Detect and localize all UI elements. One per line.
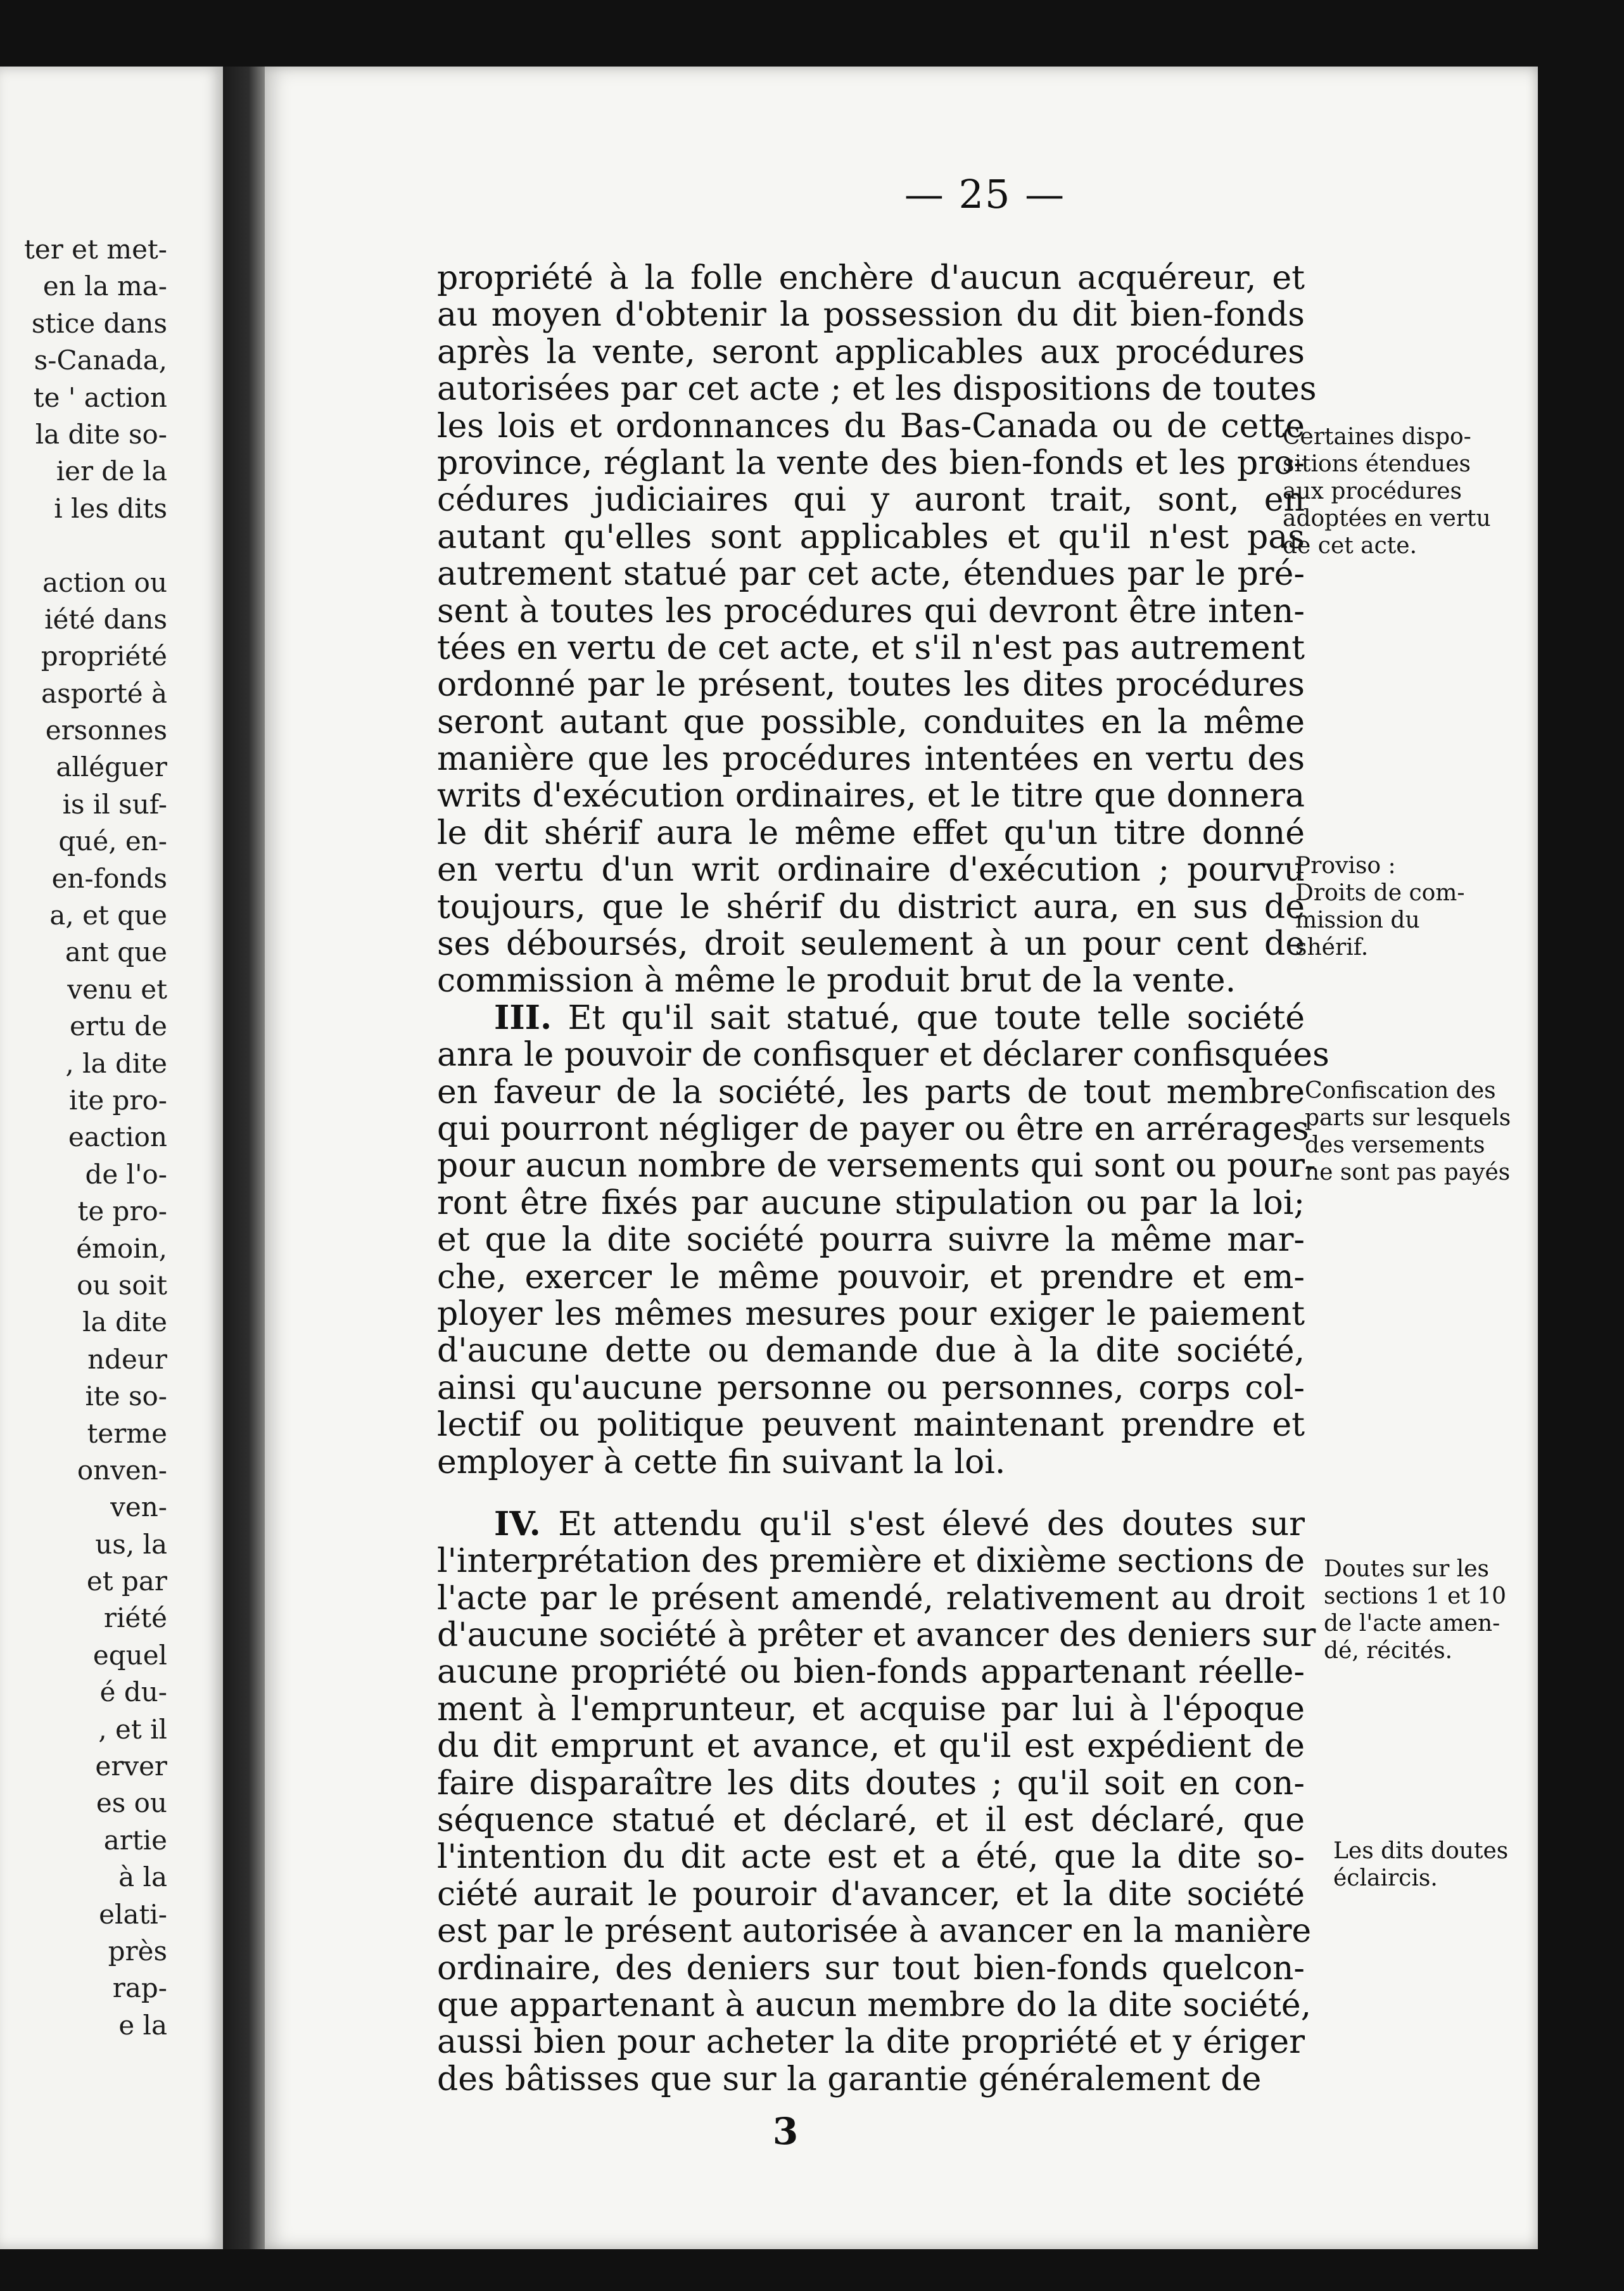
page-number: — 25 —	[904, 171, 1066, 217]
body-line: pour aucun nombre de versements qui sont ou pour-	[437, 1147, 1316, 1185]
body-line: au moyen d'obtenir la possession du dit bien-fonds	[437, 296, 1305, 335]
left-page-line: asporté à	[41, 677, 167, 709]
body-line: que appartenant à aucun membre do la dite société,	[437, 1986, 1312, 2024]
margin-note-line: sections 1 et 10	[1324, 1583, 1507, 1609]
body-line: tées en vertu de cet acte, et s'il n'est pas autrement	[437, 629, 1305, 667]
left-page-line: iété dans	[44, 603, 167, 635]
left-page-line: i les dits	[54, 492, 167, 524]
left-page-line: riété	[103, 1602, 167, 1634]
body-line: province, réglant la vente des bien-fonds et les pro-	[437, 444, 1305, 482]
section-first-line-text: Et qu'il sait statué, que toute telle société	[552, 999, 1305, 1037]
left-page-line: ier de la	[56, 456, 167, 487]
margin-note-line: de cet acte.	[1283, 533, 1418, 559]
body-line: faire disparaître les dits doutes ; qu'il soit en con-	[437, 1764, 1305, 1803]
body-line: ses déboursés, droit seulement à un pour cent de	[437, 925, 1305, 964]
left-page-line: eaction	[68, 1121, 167, 1153]
left-page-line: ite pro-	[69, 1084, 167, 1116]
body-line: aucune propriété ou bien-fonds appartenant réelle-	[437, 1653, 1305, 1692]
body-line: cédures judiciaires qui y auront trait, sont, en	[437, 481, 1305, 520]
body-line: en vertu d'un writ ordinaire d'exécution ; pourvu	[437, 851, 1305, 890]
left-page-line: ndeur	[87, 1343, 167, 1375]
body-line: ciété aurait le pouroir d'avancer, et la dite société	[437, 1875, 1305, 1913]
body-line: toujours, que le shérif du district aura, en sus de	[437, 888, 1305, 926]
margin-note-line: dé, récités.	[1324, 1638, 1453, 1664]
left-page-line: ersonnes	[45, 715, 167, 746]
left-page-line: artie	[103, 1824, 167, 1856]
left-page-line: venu et	[67, 973, 167, 1005]
paragraph-gap	[437, 1481, 1305, 1506]
body-line: est par le présent autorisée à avancer en la manière	[437, 1912, 1312, 1951]
body-line: autorisées par cet acte ; et les dispositions de toutes	[437, 370, 1317, 409]
body-line: des bâtisses que sur la garantie généralement de	[437, 2060, 1262, 2098]
margin-note-line: Confiscation des	[1305, 1078, 1496, 1104]
left-page-line: émoin,	[76, 1232, 167, 1264]
body-line: le dit shérif aura le même effet qu'un titre donné	[437, 814, 1305, 852]
section-number-iii: III.	[494, 998, 552, 1037]
margin-note-doutes	[1324, 1555, 1506, 1664]
body-line: aussi bien pour acheter la dite propriété et y ériger	[437, 2023, 1305, 2062]
section-first-line	[437, 1506, 1305, 1543]
margin-note-certaines	[1283, 423, 1491, 559]
body-line: writs d'exécution ordinaires, et le titre que donnera	[437, 777, 1305, 815]
margin-note-line: parts sur lesquels	[1305, 1105, 1511, 1131]
body-line: employer à cette fin suivant la loi.	[437, 1443, 1006, 1481]
body-line: lectif ou politique peuvent maintenant prendre et	[437, 1406, 1305, 1445]
left-page-line: es ou	[96, 1787, 167, 1819]
body-line: ment à l'emprunteur, et acquise par lui à l'époque	[437, 1690, 1305, 1728]
margin-note-line: Proviso :	[1295, 853, 1396, 879]
left-page-line: a, et que	[49, 900, 167, 931]
left-page-line: us, la	[95, 1528, 167, 1560]
margin-note-eclaircis	[1333, 1837, 1508, 1892]
left-page-line: la dite	[82, 1306, 167, 1338]
margin-note-line: shérif.	[1295, 935, 1369, 960]
left-page-line: ertu de	[70, 1011, 167, 1042]
left-page-line	[0, 527, 167, 564]
left-page-line: stice dans	[31, 307, 167, 339]
left-page-line: ant que	[65, 936, 167, 968]
body-line: d'aucune société à prêter et avancer des deniers sur	[437, 1616, 1316, 1655]
body-line: après la vente, seront applicables aux procédures	[437, 333, 1305, 371]
left-page-line: , la dite	[65, 1047, 167, 1079]
body-line: manière que les procédures intentées en vertu des	[437, 740, 1305, 779]
body-line: qui pourront négliger de payer ou être en arrérages	[437, 1109, 1309, 1148]
left-page-text	[0, 231, 167, 2044]
body-line: et que la dite société pourra suivre la même mar-	[437, 1221, 1305, 1260]
body-line: les lois et ordonnances du Bas-Canada ou de cette	[437, 407, 1305, 445]
section-first-line-text: Et attendu qu'il s'est élevé des doutes sur	[540, 1505, 1305, 1543]
section-first-line	[437, 1000, 1305, 1037]
left-page-line: ter et met-	[24, 234, 167, 265]
body-line: autant qu'elles sont applicables et qu'il n'est pas	[437, 518, 1305, 556]
body-line: l'acte par le présent amendé, relativement au droit	[437, 1579, 1305, 1618]
left-page-line: rap-	[112, 1972, 167, 2004]
margin-note-line: ne sont pas payés	[1305, 1159, 1511, 1185]
left-page-line: de l'o-	[85, 1158, 167, 1190]
section-number-iv: IV.	[494, 1504, 541, 1543]
margin-note-line: aux procédures	[1283, 478, 1462, 504]
left-page-line: alléguer	[56, 751, 167, 783]
body-line: en faveur de la société, les parts de tout membre	[437, 1073, 1305, 1111]
left-page-line: et par	[86, 1566, 167, 1597]
left-page-line: qué, en-	[58, 826, 167, 857]
body-line: seront autant que possible, conduites en la même	[437, 703, 1305, 741]
left-page-line: propriété	[41, 641, 167, 672]
margin-note-line: Droits de com-	[1295, 880, 1465, 906]
margin-note-line: Certaines dispo-	[1283, 424, 1471, 450]
left-page-line: equel	[92, 1639, 167, 1671]
body-line: du dit emprunt et avance, et qu'il est expédient de	[437, 1727, 1305, 1766]
margin-note-line: Les dits doutes	[1333, 1838, 1509, 1864]
body-line: ployer les mêmes mesures pour exiger le paiement	[437, 1294, 1305, 1333]
body-line: ordinaire, des deniers sur tout bien-fonds quelcon-	[437, 1949, 1305, 1988]
left-page-line: elati-	[99, 1898, 167, 1930]
body-line: sent à toutes les procédures qui devront être inten-	[437, 592, 1305, 630]
left-page-line: te ' action	[33, 381, 167, 413]
body-line: ordonné par le présent, toutes les dites procédures	[437, 666, 1305, 705]
left-page-line: action ou	[42, 566, 167, 598]
left-page-line: en la ma-	[42, 271, 167, 302]
body-text	[437, 259, 1329, 2098]
left-page-line: s-Canada,	[34, 345, 167, 376]
margin-note-line: de l'acte amen-	[1324, 1611, 1500, 1637]
margin-note-line: sitions étendues	[1283, 451, 1471, 477]
body-line: ainsi qu'aucune personne ou personnes, corps col-	[437, 1369, 1305, 1407]
left-page-fragment	[0, 67, 223, 2249]
left-page-line: ite so-	[85, 1381, 167, 1412]
left-page-line: is il suf-	[62, 788, 167, 820]
left-page-line: é du-	[99, 1676, 167, 1708]
body-line: d'aucune dette ou demande due à la dite société,	[437, 1332, 1305, 1370]
margin-note-line: Doutes sur les	[1324, 1556, 1490, 1582]
left-page-line: en-fonds	[51, 862, 167, 894]
left-page-line: , et il	[98, 1713, 167, 1745]
margin-note-confiscation	[1305, 1077, 1511, 1186]
body-line: l'intention du dit acte est et a été, que la dite so-	[437, 1838, 1305, 1877]
margin-note-line: adoptées en vertu	[1283, 506, 1491, 532]
left-page-line: erver	[95, 1751, 167, 1782]
left-page-line: ven-	[110, 1491, 167, 1523]
signature-mark: 3	[772, 2110, 799, 2153]
body-line: che, exercer le même pouvoir, et prendre et em-	[437, 1258, 1305, 1296]
margin-note-line: éclaircis.	[1333, 1865, 1438, 1891]
body-line: commission à même le produit brut de la vente.	[437, 962, 1236, 1000]
left-page-line: à la	[118, 1861, 167, 1893]
left-page-line: te pro-	[77, 1196, 167, 1227]
body-line: ront être fixés par aucune stipulation ou par la loi;	[437, 1184, 1305, 1222]
left-page-line: e la	[118, 2009, 167, 2041]
left-page-line: onven-	[77, 1454, 167, 1486]
body-line: autrement statué par cet acte, étendues par le pré-	[437, 555, 1305, 594]
margin-note-proviso	[1295, 852, 1465, 961]
body-line: séquence statué et déclaré, et il est déclaré, que	[437, 1801, 1305, 1840]
body-line: l'interprétation des première et dixième sections de	[437, 1542, 1305, 1581]
body-line: propriété à la folle enchère d'aucun acquéreur, et	[437, 259, 1305, 297]
margin-note-line: des versements	[1305, 1132, 1485, 1158]
left-page-line: ou soit	[77, 1269, 167, 1301]
left-page-line: terme	[87, 1417, 167, 1449]
margin-note-line: mission du	[1295, 907, 1420, 933]
body-line: anra le pouvoir de confisquer et déclarer confisquées	[437, 1036, 1329, 1075]
left-page-line: la dite so-	[35, 418, 167, 450]
left-page-line: près	[108, 1935, 167, 1967]
